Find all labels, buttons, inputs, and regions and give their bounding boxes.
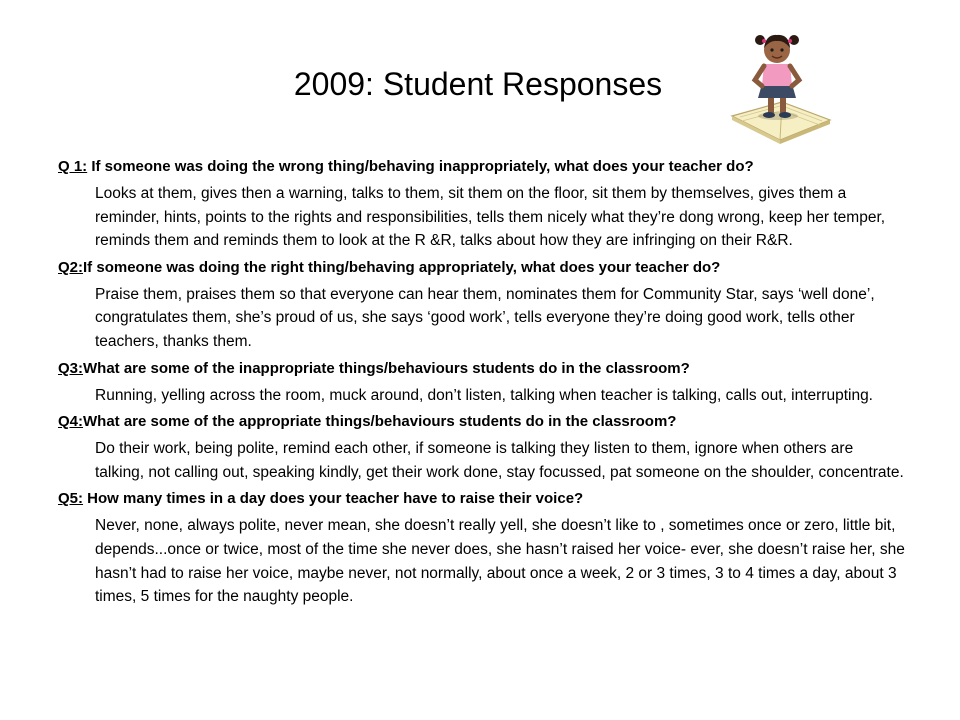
question-block-1 xyxy=(58,157,906,253)
answer-3: Running, yelling across the room, muck around, don’t listen, talking when teacher is talking, calls out, interrupting. xyxy=(95,386,873,404)
question-number: Q2: xyxy=(58,258,84,276)
question-text: What are some of the appropriate things/behaviours students do in the classroom? xyxy=(83,413,677,431)
answer-1: Looks at them, gives then a warning, talks to them, sit them on the floor, sit them by themselves, gives them a reminder, hints, points to the rights and responsibilities, tells them nicely what they’re dong wrong, keep her temper, reminds them and reminds them to look at the R &R, talks about how they are infringing on their R&R. xyxy=(95,185,886,250)
question-text: What are some of the inappropriate things/behaviours students do in the classroom? xyxy=(83,359,690,377)
question-number: Q5: xyxy=(58,490,84,508)
question-5 xyxy=(58,489,906,508)
question-text: How many times in a day does your teacher have to raise their voice? xyxy=(83,490,584,508)
question-2 xyxy=(58,258,906,277)
answer-4: Do their work, being polite, remind each other, if someone is talking they listen to them, ignore when others are talking, not calling out, speaking kindly, get their work done, stay focussed, pat someone on the shoulder, concentrate. xyxy=(95,440,904,481)
question-block-3 xyxy=(58,359,906,408)
question-1 xyxy=(58,157,906,176)
question-number: Q4: xyxy=(58,413,84,431)
question-block-5 xyxy=(58,489,906,608)
page-title: 2009: Student Responses xyxy=(293,66,663,102)
question-text: If someone was doing the wrong thing/behaving inappropriately, what does your teacher do? xyxy=(87,158,754,175)
girl-on-book-clipart xyxy=(722,28,834,146)
question-text: If someone was doing the right thing/behaving appropriately, what does your teacher do? xyxy=(83,258,721,276)
responses-list xyxy=(58,157,906,614)
answer-5: Never, none, always polite, never mean, she doesn’t really yell, she doesn’t like to , sometimes once or zero, little bit, depends...once or twice, most of the time she never does, she hasn’t raised her voice- ever, she doesn’t raise her, she hasn’t had to raise her voice, maybe never, not normally, about once a week, 2 or 3 times, 3 to 4 times a day, about 3 times, 5 times for the naughty people. xyxy=(95,517,905,606)
question-3 xyxy=(58,359,906,378)
answer-2: Praise them, praises them so that everyone can hear them, nominates them for Community Star, says ‘well done’, congratulates them, she’s proud of us, she says ‘good work’, tells everyone they’re doing good work, tells other teachers, thanks them. xyxy=(95,285,875,350)
question-4 xyxy=(58,412,906,431)
question-block-2 xyxy=(58,258,906,354)
question-number: Q3: xyxy=(58,359,84,377)
question-block-4 xyxy=(58,412,906,484)
question-number: Q 1: xyxy=(58,158,88,175)
